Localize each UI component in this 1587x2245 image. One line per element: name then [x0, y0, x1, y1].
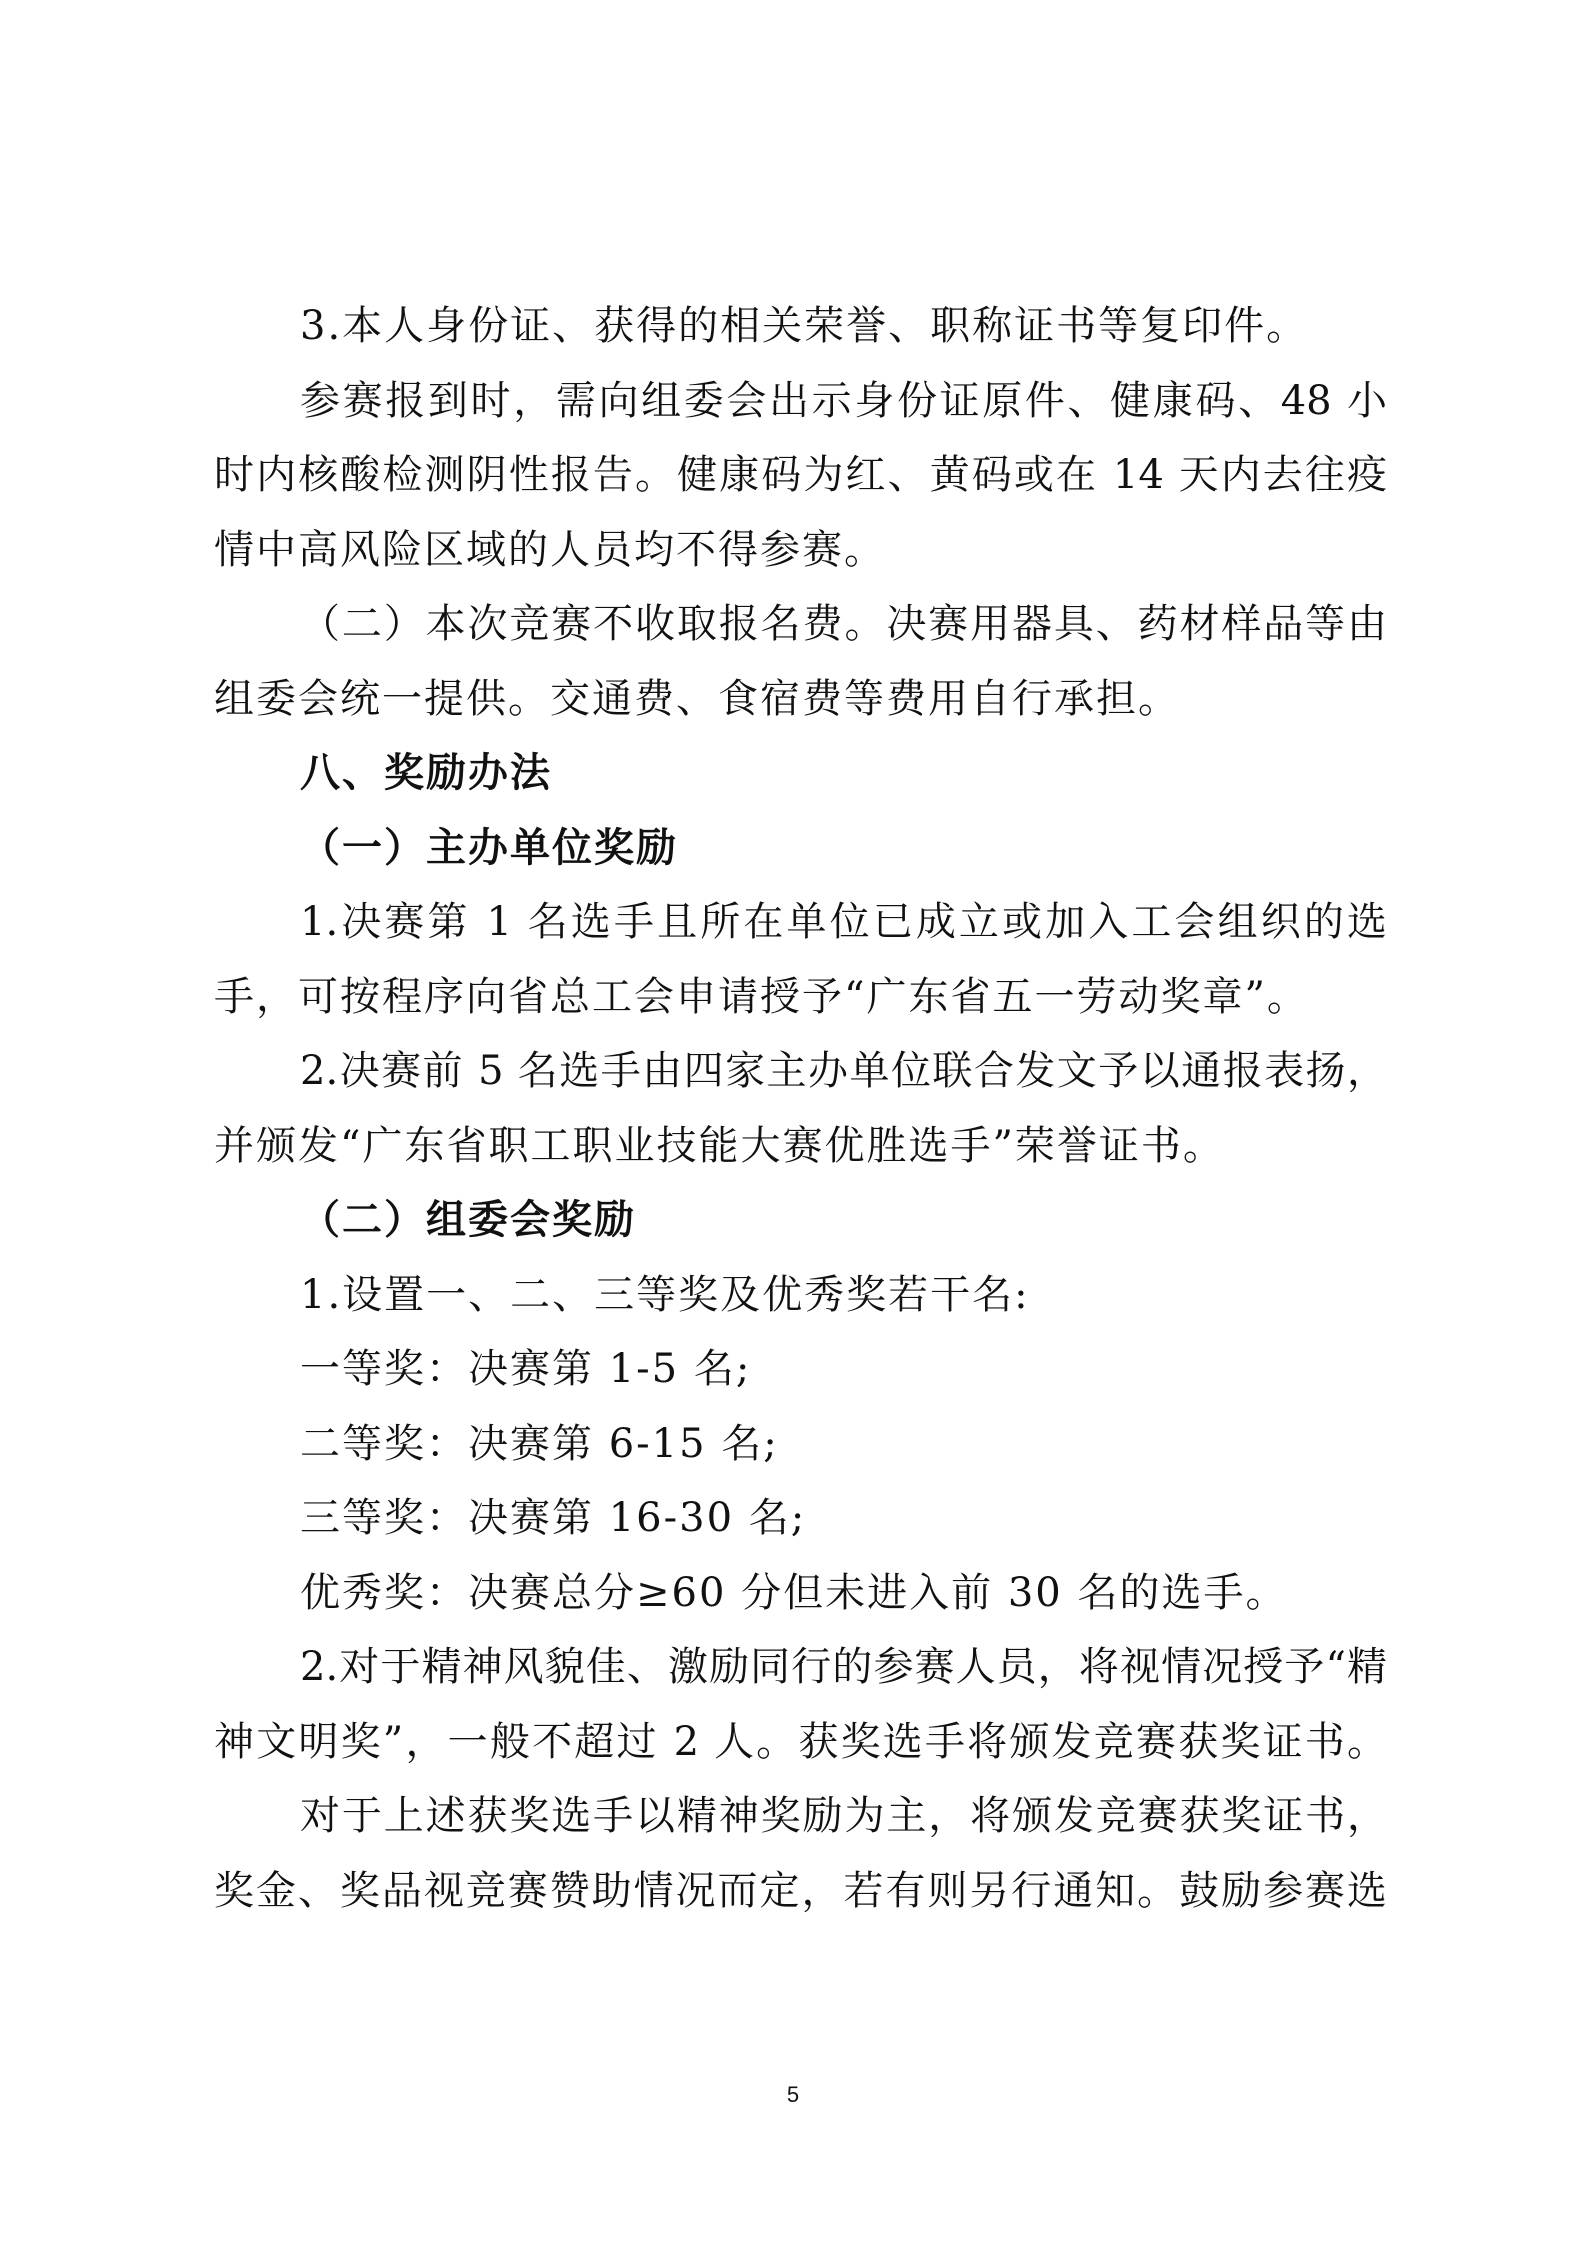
body-line: 手，可按程序向省总工会申请授予“广东省五一劳动奖章”。 [214, 973, 1309, 1020]
award-line: 二等奖：决赛第 6-15 名; [300, 1420, 779, 1467]
document-body [214, 289, 1387, 1928]
award-line: 优秀奖：决赛总分≥60 分但未进入前 30 名的选手。 [300, 1569, 1288, 1616]
award-line: 三等奖：决赛第 16-30 名; [300, 1495, 807, 1541]
body-line: 1.决赛第 1 名选手且所在单位已成立或加入工会组织的选 [300, 899, 1387, 945]
body-line: 3.本人身份证、获得的相关荣誉、职称证书等复印件。 [300, 303, 1309, 349]
subsection-heading: （二）组委会奖励 [300, 1197, 636, 1243]
page-number: 5 [786, 2082, 800, 2107]
body-line: 并颁发“广东省职工职业技能大赛优胜选手”荣誉证书。 [214, 1122, 1225, 1169]
section-heading: 八、奖励办法 [300, 750, 552, 796]
body-line: 2.决赛前 5 名选手由四家主办单位联合发文予以通报表扬， [300, 1048, 1387, 1094]
body-line: 神文明奖”，一般不超过 2 人。获奖选手将颁发竞赛获奖证书。 [214, 1718, 1387, 1765]
body-line: 时内核酸检测阴性报告。健康码为红、黄码或在 14 天内去往疫 [214, 452, 1387, 498]
award-line: 一等奖：决赛第 1-5 名; [300, 1346, 752, 1392]
body-line: （二）本次竞赛不收取报名费。决赛用器具、药材样品等由 [300, 601, 1387, 647]
body-line: 参赛报到时，需向组委会出示身份证原件、健康码、48 小 [300, 377, 1387, 424]
body-line: 2.对于精神风貌佳、激励同行的参赛人员，将视情况授予“精 [300, 1644, 1387, 1690]
body-line: 1.设置一、二、三等奖及优秀奖若干名: [300, 1271, 1030, 1318]
body-line: 对于上述获奖选手以精神奖励为主，将颁发竞赛获奖证书， [300, 1793, 1387, 1839]
subsection-heading: （一）主办单位奖励 [300, 824, 678, 871]
body-line: 情中高风险区域的人员均不得参赛。 [214, 526, 886, 573]
body-line: 组委会统一提供。交通费、食宿费等费用自行承担。 [214, 675, 1180, 722]
body-line: 奖金、奖品视竞赛赞助情况而定，若有则另行通知。鼓励参赛选 [214, 1867, 1387, 1914]
